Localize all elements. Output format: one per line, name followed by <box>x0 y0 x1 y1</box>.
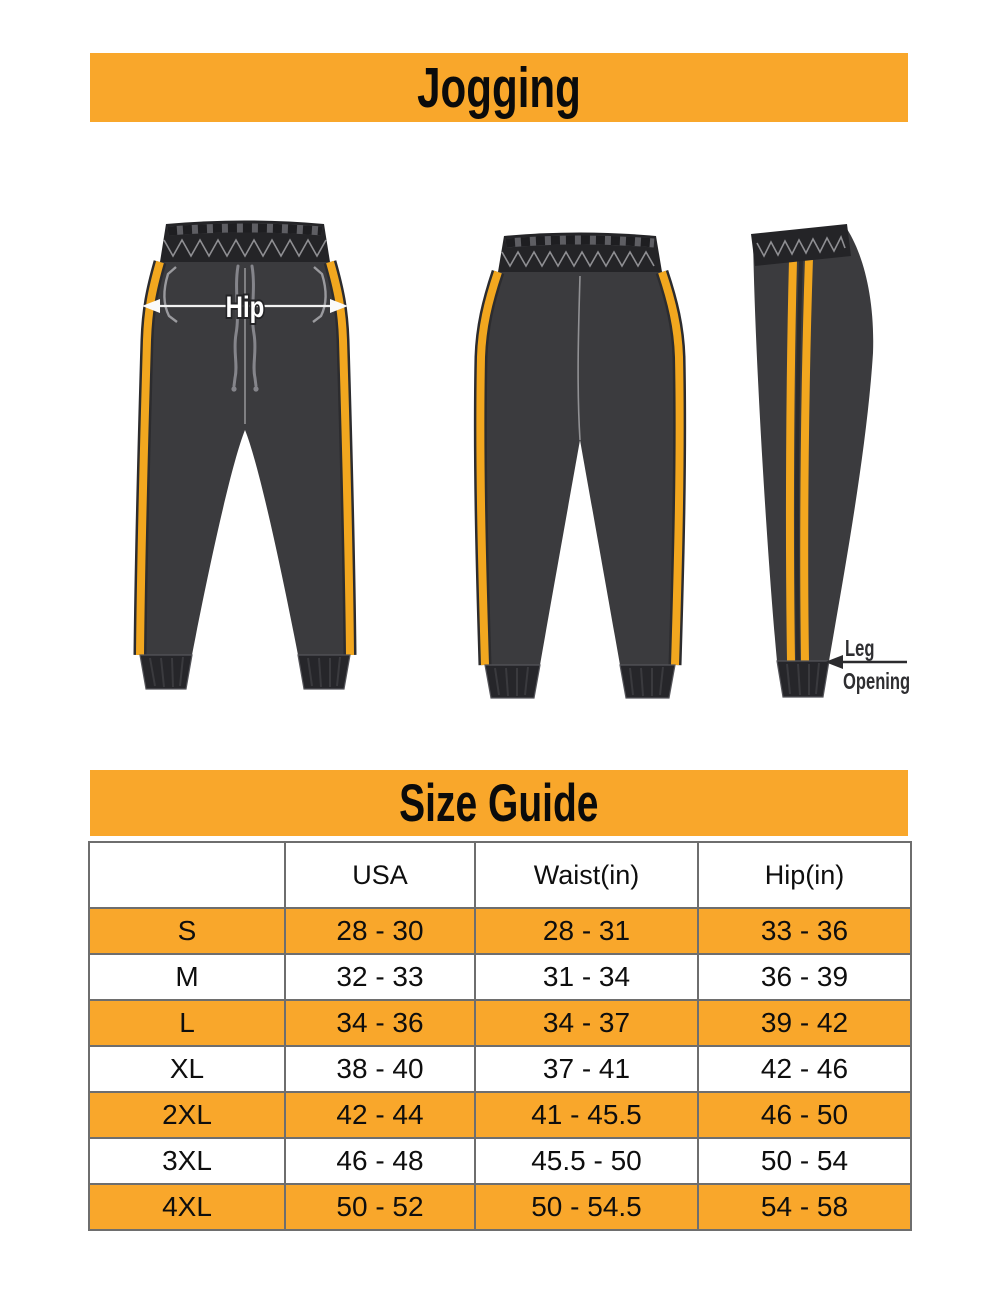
waist-cell: 34 - 37 <box>475 1000 698 1046</box>
front-right-cuff <box>298 655 350 689</box>
back-left-cuff <box>485 665 540 698</box>
front-left-cuff <box>140 655 192 689</box>
waist-cell: 37 - 41 <box>475 1046 698 1092</box>
pants-front-view <box>140 221 350 690</box>
header-cell-waist: Waist(in) <box>475 842 698 908</box>
size-guide-title: Size Guide <box>399 773 599 833</box>
usa-cell: 42 - 44 <box>285 1092 475 1138</box>
table-header-row <box>89 842 911 908</box>
hip-cell: 39 - 42 <box>698 1000 911 1046</box>
table-row <box>89 954 911 1000</box>
size-cell: S <box>89 908 285 954</box>
table-row <box>89 1138 911 1184</box>
table-row <box>89 908 911 954</box>
front-waistband <box>160 221 330 263</box>
page-title: Jogging <box>417 56 581 119</box>
usa-cell: 50 - 52 <box>285 1184 475 1230</box>
hip-cell: 36 - 39 <box>698 954 911 1000</box>
hip-cell: 50 - 54 <box>698 1138 911 1184</box>
back-body <box>480 272 679 665</box>
usa-cell: 38 - 40 <box>285 1046 475 1092</box>
waist-cell: 28 - 31 <box>475 908 698 954</box>
size-cell: 4XL <box>89 1184 285 1230</box>
waist-cell: 50 - 54.5 <box>475 1184 698 1230</box>
back-waistband <box>498 233 662 273</box>
back-right-cuff <box>620 665 675 698</box>
waist-cell: 31 - 34 <box>475 954 698 1000</box>
pants-back-view <box>480 233 679 699</box>
table-row <box>89 1092 911 1138</box>
size-cell: 3XL <box>89 1138 285 1184</box>
leg-opening-label-line2: Opening <box>843 669 911 695</box>
usa-cell: 28 - 30 <box>285 908 475 954</box>
side-body <box>753 226 873 661</box>
size-cell: 2XL <box>89 1092 285 1138</box>
usa-cell: 32 - 33 <box>285 954 475 1000</box>
size-cell: M <box>89 954 285 1000</box>
leg-opening-label-line1: Leg <box>845 636 875 662</box>
table-row <box>89 1000 911 1046</box>
hip-cell: 33 - 36 <box>698 908 911 954</box>
table-row <box>89 1046 911 1092</box>
title-banner <box>90 53 908 122</box>
hip-measure-label: Hip <box>225 289 265 324</box>
pants-side-view <box>751 224 910 697</box>
table-row <box>89 1184 911 1230</box>
size-cell: L <box>89 1000 285 1046</box>
usa-cell: 34 - 36 <box>285 1000 475 1046</box>
size-table <box>88 841 912 1231</box>
hip-cell: 54 - 58 <box>698 1184 911 1230</box>
header-cell-usa: USA <box>285 842 475 908</box>
size-guide-banner <box>90 770 908 836</box>
size-cell: XL <box>89 1046 285 1092</box>
waist-cell: 45.5 - 50 <box>475 1138 698 1184</box>
hip-cell: 42 - 46 <box>698 1046 911 1092</box>
side-cuff <box>777 661 829 697</box>
waist-cell: 41 - 45.5 <box>475 1092 698 1138</box>
usa-cell: 46 - 48 <box>285 1138 475 1184</box>
hip-cell: 46 - 50 <box>698 1092 911 1138</box>
header-cell-hip: Hip(in) <box>698 842 911 908</box>
pants-diagram <box>0 185 1000 705</box>
header-cell-size <box>89 842 285 908</box>
